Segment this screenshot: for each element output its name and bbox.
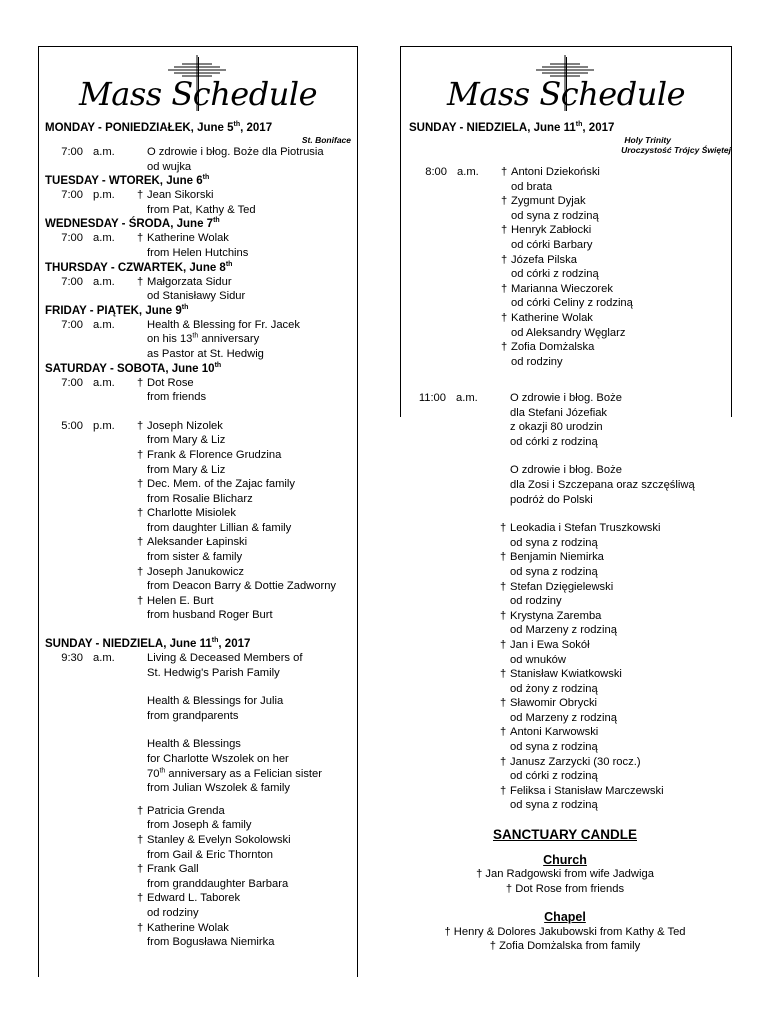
mass-entry: 7:00 a.m. Health & Blessing for Fr. Jacek on his 13th anniversary as Pastor at St. Hedwig <box>61 318 300 360</box>
intention-from: od wnuków <box>510 653 566 666</box>
intention-from: od córki Barbary <box>511 238 593 251</box>
intention-name: † Krystyna Zaremba <box>500 609 602 622</box>
mass-block-1100 <box>408 391 730 813</box>
intention-name: † Helen E. Burt <box>137 594 214 607</box>
intention-from: od córki Celiny z rodziną <box>511 297 633 310</box>
mass-entry: 5:00 p.m. † Joseph Nizolek from Mary & Liz † Frank & Florence Grudzina from Mary & Liz † Dec. Mem. of the Zajac family from Rosalie Blicharz † Charlotte Misiolek from daughter Lillian & family † Aleksander Łapinski from sister & family † Joseph Janukowicz from Deacon Barry & Dottie Zadworny † Helen E. Burt from husband Roger Burt <box>45 419 357 623</box>
mass-entry: 7:00 a.m. † Dot Rose from friends <box>61 376 207 404</box>
intention-from: od syna z rodziną <box>511 209 599 222</box>
intention-from: from granddaughter Barbara <box>147 877 289 890</box>
mass-entry: 7:00 p.m. † Jean Sikorski from Pat, Kathy & Ted <box>61 189 256 216</box>
intention-from: from Rosalie Blicharz <box>147 492 253 505</box>
intention-name: † Henryk Zabłocki <box>501 224 592 237</box>
mass-schedule-header <box>401 47 731 121</box>
intention-name: † Dec. Mem. of the Zajac family <box>137 478 295 491</box>
intention-name: † Benjamin Niemirka <box>500 551 604 564</box>
intention-name: † Frank & Florence Grudzina <box>137 448 282 461</box>
intention-name: † Frank Gall <box>137 863 199 876</box>
intention-from: od rodziny <box>147 906 199 919</box>
candle-line: † Dot Rose from friends <box>505 882 625 895</box>
intention-from: from husband Roger Burt <box>147 609 273 622</box>
intention-from: from sister & family <box>147 551 243 564</box>
intention-name: † Stefan Dzięgielewski <box>500 580 614 593</box>
day-heading-friday: FRIDAY - PIĄTEK, June 9th <box>45 303 189 317</box>
intention-name: † Zygmunt Dyjak <box>501 195 586 208</box>
intention-name: † Jan i Ewa Sokół <box>500 638 590 651</box>
intention-name: † Charlotte Misiolek <box>137 507 236 520</box>
candle-line: † Zofia Domżalska from family <box>489 940 641 952</box>
intention-name: † Edward L. Taborek <box>137 892 241 905</box>
intention-name: † Antoni Karwowski <box>500 726 599 739</box>
intention-name: † Stanisław Kwiatkowski <box>500 668 622 681</box>
intention-name: † Sławomir Obrycki <box>500 697 598 710</box>
intention-from: od Aleksandry Węglarz <box>511 326 626 339</box>
intention-from: od rodziny <box>510 595 562 608</box>
mass-entry: 11:00 a.m. O zdrowie i błog. Boże dla Stefani Józefiak z okazji 80 urodzin od córki z rodziną O zdrowie i błog. Boże dla Zosi i Szczepana oraz szczęśliwą podróż do Polski † Leokadia i Stefan Truszkowski od syna z rodziną † Benjamin Niemirka od syna z rodziną † Stefan Dzięgielewski od rodziny † Krystyna Zaremba od Marzeny z rodziną † Jan i Ewa Sokół od wnuków † Stanisław Kwiatkowski od żony z rodziną † Sławomir Obrycki od Marzeny z rodziną † Antoni Karwowski od syna z rodziną † Janusz Zarzycki (30 rocz.) od córki z rodziną † Feliksa i Stanisław Marczewski od syna z rodziną <box>408 391 730 813</box>
feast-note: Holy Trinity <box>624 135 671 145</box>
right-schedule-column <box>400 46 732 417</box>
feast-note: St. Boniface <box>301 135 351 145</box>
intention-name: † Feliksa i Stanisław Marczewski <box>500 784 664 797</box>
mass-entry: 7:00 a.m. † Katherine Wolak from Helen Hutchins <box>61 232 249 259</box>
intention-from: from Gail & Eric Thornton <box>147 848 274 861</box>
intention-from: od brata <box>511 180 553 193</box>
mass-entry: 9:30 a.m. Living & Deceased Members of St. Hedwig's Parish Family Health & Blessings for Julia from grandparents Health & Blessings for Charlotte Wszolek on her 70th anniversary as a Felician sister from Julian Wszolek & family † Patricia Grenda from Joseph & family † Stanley & Evelyn Sokolowski from Gail & Eric Thornton † Frank Gall from granddaughter Barbara † Edward L. Taborek od rodziny † Katherine Wolak from Bogusława Niemirka <box>45 651 357 950</box>
day-heading-thursday: THURSDAY - CZWARTEK, June 8th <box>45 260 233 274</box>
day-heading-saturday: SATURDAY - SOBOTA, June 10th <box>45 361 222 375</box>
feast-note: Uroczystość Trójcy Świętej <box>621 145 731 155</box>
intention-from: od syna z rodziną <box>510 565 598 578</box>
candle-line: † Jan Radgowski from wife Jadwiga <box>476 868 654 880</box>
intention-from: from Mary & Liz <box>147 463 226 476</box>
candle-line: † Henry & Dolores Jakubowski from Kathy & Ted <box>444 925 686 938</box>
intention-name: † Józefa Pilska <box>501 253 577 266</box>
intention-name: † Katherine Wolak <box>137 921 229 934</box>
left-schedule-column <box>38 46 358 977</box>
day-heading-tuesday: TUESDAY - WTOREK, June 6th <box>45 174 210 188</box>
intention-from: od syna z rodziną <box>510 799 598 812</box>
intention-list <box>500 521 730 813</box>
day-heading-monday: MONDAY - PONIEDZIAŁEK, June 5th, 2017 <box>45 121 273 134</box>
mass-entry: 7:00 a.m. O zdrowie i błog. Boże dla Piotrusia od wujka <box>61 146 324 173</box>
intention-name: † Stanley & Evelyn Sokolowski <box>137 833 291 846</box>
intention-name: † Janusz Zarzycki (30 rocz.) <box>500 755 641 768</box>
intention-from: from daughter Lillian & family <box>147 521 292 534</box>
intention-from: od syna z rodziną <box>510 741 598 754</box>
intention-list <box>501 165 731 369</box>
intention-from: od Marzeny z rodziną <box>510 624 617 637</box>
intention-name: † Leokadia i Stefan Truszkowski <box>500 522 661 535</box>
intention-from: od córki z rodziną <box>510 770 598 783</box>
intention-name: † Marianna Wieczorek <box>501 282 613 295</box>
intention-name: † Joseph Janukowicz <box>137 565 245 578</box>
day-heading-sunday: SUNDAY - NIEDZIELA, June 11th, 2017 <box>409 121 615 134</box>
intention-list <box>137 419 357 623</box>
page-title: Mass Schedule <box>446 75 685 113</box>
subsection-chapel: Chapel <box>544 910 586 924</box>
intention-name: † Patricia Grenda <box>137 804 225 817</box>
intention-from: from Bogusława Niemirka <box>147 936 275 949</box>
intention-name: † Aleksander Łapinski <box>137 536 248 549</box>
intention-from: od Marzeny z rodziną <box>510 711 617 724</box>
intention-from: from Joseph & family <box>147 819 252 832</box>
mass-entry: 7:00 a.m. † Małgorzata Sidur od Stanisławy Sidur <box>61 275 246 303</box>
intention-name: † Antoni Dziekoński <box>501 166 600 178</box>
intention-from: od rodziny <box>511 355 563 368</box>
intention-from: od żony z rodziną <box>510 682 598 695</box>
intention-from: from Mary & Liz <box>147 434 226 447</box>
mass-entry: 8:00 a.m. † Antoni Dziekoński od brata † Zygmunt Dyjak od syna z rodziną † Henryk Zabłocki od córki Barbary † Józefa Pilska od córki z rodziną † Marianna Wieczorek od córki Celiny z rodziną † Katherine Wolak od Aleksandry Węglarz † Zofia Domżalska od rodziny <box>409 165 731 369</box>
intention-list <box>137 804 357 950</box>
intention-from: from Deacon Barry & Dottie Zadworny <box>147 580 337 593</box>
day-heading-sunday: SUNDAY - NIEDZIELA, June 11th, 2017 <box>45 637 251 651</box>
intention-name: † Katherine Wolak <box>501 311 593 324</box>
intention-name: † Zofia Domżalska <box>501 341 595 354</box>
intention-from: od córki z rodziną <box>511 268 599 281</box>
mass-schedule-header <box>39 47 357 121</box>
day-heading-wednesday: WEDNESDAY - ŚRODA, June 7th <box>45 217 220 231</box>
intention-from: od syna z rodziną <box>510 536 598 549</box>
section-title: SANCTUARY CANDLE <box>492 827 637 842</box>
intention-name: † Joseph Nizolek <box>137 419 223 432</box>
subsection-church: Church <box>543 852 587 867</box>
page-title: Mass Schedule <box>78 75 317 113</box>
sanctuary-candle-section <box>400 828 730 954</box>
